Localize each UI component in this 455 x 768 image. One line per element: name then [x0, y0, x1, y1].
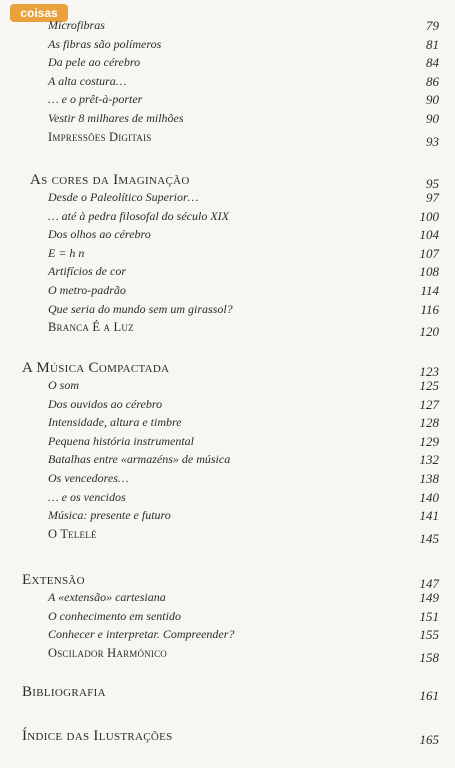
toc-entry-title: Vestir 8 milhares de milhões — [48, 111, 184, 125]
toc-heading — [0, 728, 455, 746]
toc-heading-page: 165 — [419, 732, 439, 747]
toc-entry-page: 151 — [419, 608, 439, 624]
toc-entry-title: O Telelé — [48, 526, 97, 541]
toc-entry — [0, 320, 455, 338]
toc-entry-title: Branca É a Luz — [48, 320, 134, 335]
toc-heading-title: As cores da Imaginação — [30, 172, 190, 188]
toc-entry-title: Dos olhos ao cérebro — [48, 227, 151, 242]
toc-entry-page: 141 — [419, 508, 439, 524]
toc-entry — [0, 471, 455, 489]
toc-entry-page: 140 — [419, 489, 439, 505]
toc-entry-title: … e o prêt-à-porter — [48, 92, 143, 107]
toc-entry — [0, 283, 455, 301]
toc-entry-title: E = h n — [48, 245, 85, 260]
toc-entry-title: Oscilador Harmónico — [48, 645, 167, 660]
toc-entry-page: 107 — [419, 245, 439, 261]
toc-heading — [0, 684, 455, 702]
toc-heading — [0, 572, 455, 590]
toc-entry-page: 158 — [419, 649, 439, 665]
toc-entry-page: 97 — [426, 190, 439, 205]
toc-entry — [0, 434, 455, 452]
toc-entry — [0, 508, 455, 526]
toc-entry — [0, 527, 455, 545]
toc-entry-title: Intensidade, altura e timbre — [48, 415, 182, 430]
toc-entry-title: Conhecer e interpretar. Compreender? — [48, 627, 235, 642]
toc-entry-title: A «extensão» cartesiana — [48, 590, 166, 604]
toc-entry-page: 145 — [419, 530, 439, 546]
toc-entry-page: 114 — [420, 283, 439, 298]
toc-entry — [0, 627, 455, 645]
toc-entry-page: 127 — [419, 396, 439, 412]
toc-entry — [0, 209, 455, 227]
toc-entry-title: O metro-padrão — [48, 283, 126, 297]
toc-entry-page: 125 — [419, 378, 439, 393]
toc-heading-title: Extensão — [22, 572, 85, 588]
toc-entry-page: 90 — [426, 92, 439, 108]
toc-entry-title: Artifícios de cor — [48, 264, 126, 279]
toc-entry-title: Batalhas entre «armazéns» de música — [48, 452, 231, 467]
toc-entry-title: O som — [48, 378, 80, 392]
toc-heading-page: 147 — [419, 576, 439, 591]
toc-entry-page: 81 — [426, 36, 439, 52]
toc-entry — [0, 397, 455, 415]
toc-entry-title: Dos ouvidos ao cérebro — [48, 396, 163, 411]
toc-entry-title: Os vencedores… — [48, 471, 129, 485]
toc-entry-title: Microfibras — [48, 18, 105, 32]
toc-entry-title: Pequena história instrumental — [48, 433, 194, 448]
toc-entry — [0, 37, 455, 55]
toc-entry-page: 120 — [419, 324, 439, 340]
toc-entry-page: 84 — [426, 55, 439, 71]
toc-heading — [0, 360, 455, 378]
toc-entry — [0, 609, 455, 627]
toc-entry-title: A alta costura… — [48, 73, 127, 88]
toc-entry — [0, 18, 455, 36]
toc-entry-title: As fibras são polímeros — [48, 36, 162, 51]
toc-entry-title: Da pele ao cérebro — [48, 55, 141, 70]
toc-entry-page: 93 — [426, 133, 439, 149]
toc-entry — [0, 246, 455, 264]
toc-entry-title: … e os vencidos — [48, 489, 126, 504]
toc-entry — [0, 190, 455, 208]
toc-heading-page: 123 — [419, 364, 439, 379]
toc-entry-page: 104 — [419, 227, 439, 243]
toc-entry — [0, 111, 455, 129]
toc-entry-page: 129 — [419, 433, 439, 449]
toc-entry-title: Impressões Digitais — [48, 129, 152, 144]
toc-entry-page: 149 — [419, 590, 439, 605]
toc-entry-page: 100 — [419, 208, 439, 224]
toc-heading-title: Índice das Ilustrações — [22, 728, 173, 744]
toc-entry — [0, 55, 455, 73]
toc-entry-page: 132 — [419, 452, 439, 468]
toc-entry — [0, 92, 455, 110]
toc-entry — [0, 646, 455, 664]
toc-heading-page: 95 — [426, 176, 439, 191]
toc-entry — [0, 490, 455, 508]
toc-entry — [0, 378, 455, 396]
toc-entry-page: 86 — [426, 73, 439, 89]
toc-entry-page: 155 — [419, 627, 439, 643]
toc-heading-title: A Música Compactada — [22, 360, 170, 376]
toc-entry-page: 108 — [419, 264, 439, 280]
toc-entry-title: Que seria do mundo sem um girassol? — [48, 301, 233, 316]
toc-entry-page: 116 — [420, 301, 439, 317]
toc-entry — [0, 227, 455, 245]
watermark-logo: coisas — [10, 4, 68, 22]
toc-entry-title: Desde o Paleolítico Superior… — [48, 190, 199, 204]
toc-entry-page: 79 — [426, 18, 439, 33]
toc-heading-title: Bibliografia — [22, 684, 106, 700]
toc-entry — [0, 130, 455, 148]
toc-entry-page: 138 — [419, 471, 439, 486]
toc-entry — [0, 452, 455, 470]
toc-entry-page: 90 — [426, 111, 439, 126]
toc-heading — [0, 172, 455, 190]
toc-entry-title: … até à pedra filosofal do século XIX — [48, 208, 229, 223]
toc-entry — [0, 302, 455, 320]
toc-entry — [0, 74, 455, 92]
toc-entry — [0, 590, 455, 608]
toc-entry-page: 128 — [419, 415, 439, 431]
toc-entry — [0, 264, 455, 282]
toc-entry — [0, 415, 455, 433]
toc-heading-page: 161 — [419, 688, 439, 703]
toc-entry-title: O conhecimento em sentido — [48, 608, 181, 623]
toc-entry-title: Música: presente e futuro — [48, 508, 171, 523]
